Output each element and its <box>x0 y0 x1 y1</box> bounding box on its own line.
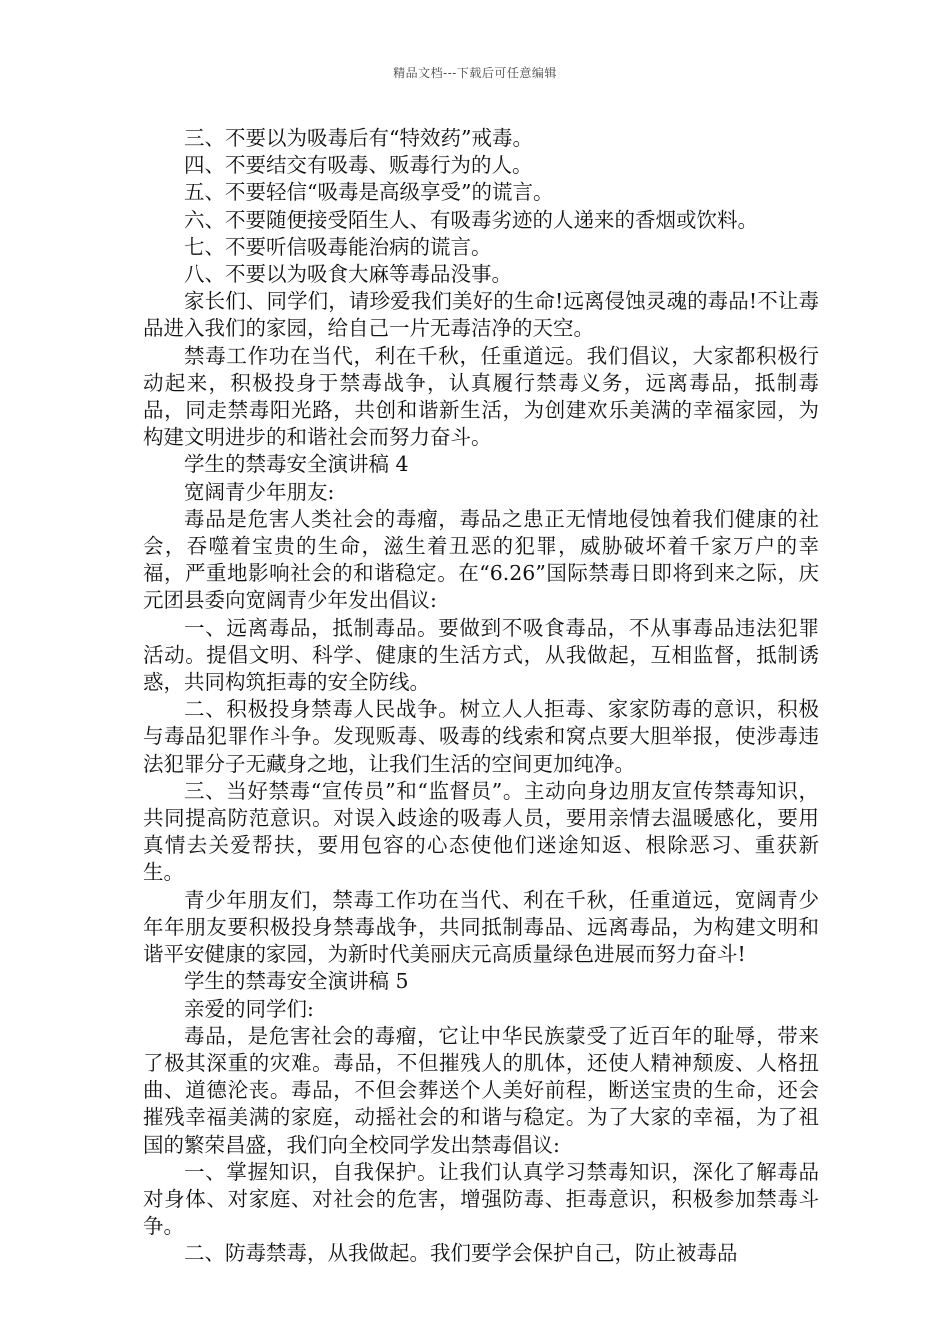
paragraph: 六、不要随便接受陌生人、有吸毒劣迹的人递来的香烟或饮料。 <box>184 207 758 232</box>
paragraph: 禁毒工作功在当代，利在千秋，任重道远。我们倡议，大家都积极行动起来，积极投身于禁毒战争，认真履行禁毒义务，远离毒品，抵制毒品，同走禁毒阳光路，共创和谐新生活，为创建欢乐美满的幸福家园，为构建文明进步的和谐社会而努力奋斗。 <box>143 343 819 450</box>
paragraph: 毒品是危害人类社会的毒瘤，毒品之患正无情地侵蚀着我们健康的社会，吞噬着宝贵的生命，滋生着丑恶的犯罪，威胁破坏着千家万户的幸福，严重地影响社会的和谐稳定。在“6.26”国际禁毒日即将到来之际，庆元团县委向宽阔青少年发出倡议: <box>143 506 819 613</box>
salutation: 宽阔青少年朋友: <box>184 479 335 504</box>
paragraph: 四、不要结交有吸毒、贩毒行为的人。 <box>184 153 533 178</box>
paragraph: 青少年朋友们，禁毒工作功在当代、利在千秋，任重道远，宽阔青少年年朋友要积极投身禁毒战争，共同抵制毒品、远离毒品，为构建文明和谐平安健康的家园，为新时代美丽庆元高质量绿色进展而努力奋斗! <box>143 887 819 967</box>
salutation: 亲爱的同学们: <box>184 996 314 1021</box>
paragraph: 八、不要以为吸食大麻等毒品没事。 <box>184 262 512 287</box>
paragraph: 一、掌握知识，自我保护。让我们认真学习禁毒知识，深化了解毒品对身体、对家庭、对社会的危害，增强防毒、拒毒意识，积极参加禁毒斗争。 <box>143 1159 819 1239</box>
paragraph: 七、不要听信吸毒能治病的谎言。 <box>184 234 492 259</box>
paragraph: 二、积极投身禁毒人民战争。树立人人拒毒、家家防毒的意识，积极与毒品犯罪作斗争。发现贩毒、吸毒的线索和窝点要大胆举报，使涉毒违法犯罪分子无藏身之地，让我们生活的空间更加纯净。 <box>143 697 819 776</box>
section-heading: 学生的禁毒安全演讲稿 5 <box>184 969 409 994</box>
document-body <box>143 125 819 1268</box>
paragraph: 三、当好禁毒“宣传员”和“监督员”。主动向身边朋友宣传禁毒知识，共同提高防范意识。对误入歧途的吸毒人员，要用亲情去温暖感化，要用真情去关爱帮扶，要用包容的心态使他们迷途知返、根除恶习、重获新生。 <box>143 778 819 885</box>
paragraph: 毒品，是危害社会的毒瘤，它让中华民族蒙受了近百年的耻辱，带来了极其深重的灾难。毒品，不但摧残人的肌体，还使人精神颓废、人格扭曲、道德沦丧。毒品，不但会葬送个人美好前程，断送宝贵的生命，还会摧残幸福美满的家庭，动摇社会的和谐与稳定。为了大家的幸福，为了祖国的繁荣昌盛，我们向全校同学发出禁毒倡议: <box>143 1023 819 1157</box>
section-heading: 学生的禁毒安全演讲稿 4 <box>184 452 409 477</box>
page-header: 精品文档---下载后可任意编辑 <box>393 66 557 80</box>
paragraph: 家长们、同学们，请珍爱我们美好的生命!远离侵蚀灵魂的毒品!不让毒品进入我们的家园，给自己一片无毒洁净的天空。 <box>143 289 819 341</box>
paragraph: 三、不要以为吸毒后有“特效药”戒毒。 <box>184 126 533 150</box>
paragraph: 二、防毒禁毒，从我做起。我们要学会保护自己，防止被毒品 <box>184 1241 738 1266</box>
paragraph: 五、不要轻信“吸毒是高级享受”的谎言。 <box>184 180 554 205</box>
paragraph: 一、远离毒品，抵制毒品。要做到不吸食毒品，不从事毒品违法犯罪活动。提倡文明、科学、健康的生活方式，从我做起，互相监督，抵制诱惑，共同构筑拒毒的安全防线。 <box>143 615 819 695</box>
